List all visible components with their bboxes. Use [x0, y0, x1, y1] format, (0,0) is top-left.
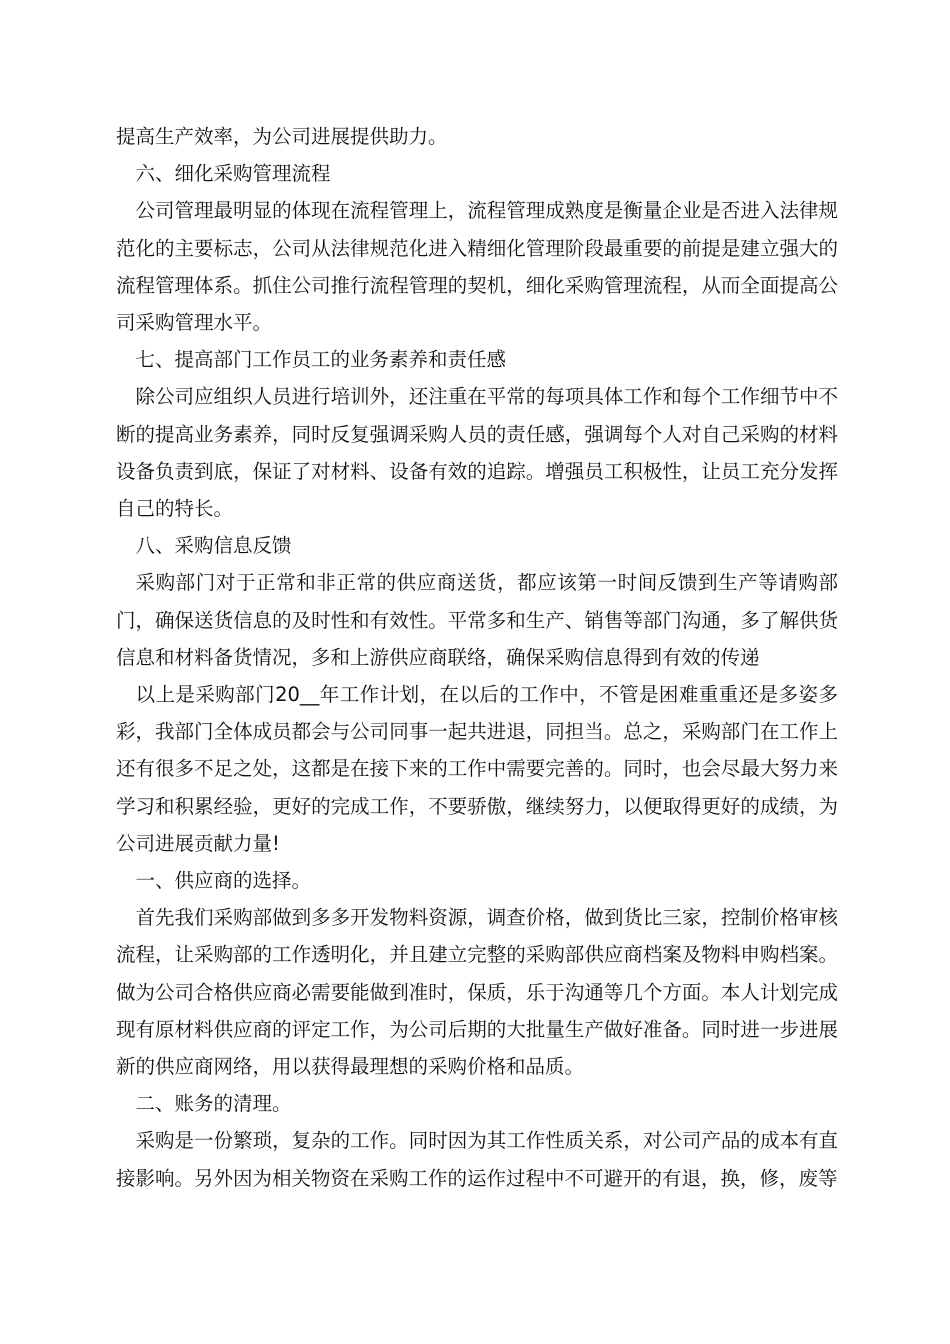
section-heading-7: 七、提高部门工作员工的业务素养和责任感	[135, 348, 507, 372]
paragraph: 首先我们采购部做到多多开发物料资源，调查价格，做到货比三家，控制价格审核流程，让采购部的工作透明化，并且建立完整的采购部供应商档案及物料申购档案。做为公司合格供应商必需要能做到准时，保质，乐于沟通等几个方面。本人计划完成现有原材料供应商的评定工作，为公司后期的大批量生产做好准备。同时进一步进展新的供应商网络，用以获得最理想的采购价格和品质。	[116, 906, 838, 1079]
paragraph: 除公司应组织人员进行培训外，还注重在平常的每项具体工作和每个工作细节中不断的提高业务素养，同时反复强调采购人员的责任感，强调每个人对自己采购的材料设备负责到底，保证了对材料、设备有效的追踪。增强员工积极性，让员工充分发挥自己的特长。	[116, 385, 838, 521]
section-heading-1: 一、供应商的选择。	[135, 869, 312, 893]
section-heading-8: 八、采购信息反馈	[135, 534, 292, 558]
document-body	[116, 118, 838, 1197]
paragraph-continuation: 提高生产效率，为公司进展提供助力。	[116, 125, 448, 148]
paragraph: 采购是一份繁琐，复杂的工作。同时因为其工作性质关系，对公司产品的成本有直接影响。另外因为相关物资在采购工作的运作过程中不可避开的有退，换，修，废等	[116, 1129, 838, 1190]
paragraph: 采购部门对于正常和非正常的供应商送货，都应该第一时间反馈到生产等请购部门，确保送货信息的及时性和有效性。平常多和生产、销售等部门沟通，多了解供货信息和材料备货情况，多和上游供应商联络，确保采购信息得到有效的传递	[116, 571, 838, 669]
section-heading-2: 二、账务的清理。	[135, 1092, 292, 1116]
paragraph-summary: 以上是采购部门20__年工作计划，在以后的工作中，不管是困难重重还是多姿多彩，我部门全体成员都会与公司同事一起共进退，同担当。总之，采购部门在工作上还有很多不足之处，这都是在接下来的工作中需要完善的。同时，也会尽最大努力来学习和积累经验，更好的完成工作，不要骄傲，继续努力，以便取得更好的成绩，为公司进展贡献力量!	[116, 683, 838, 855]
paragraph: 公司管理最明显的体现在流程管理上，流程管理成熟度是衡量企业是否进入法律规范化的主要标志，公司从法律规范化进入精细化管理阶段最重要的前提是建立强大的流程管理体系。抓住公司推行流程管理的契机，细化采购管理流程，从而全面提高公司采购管理水平。	[116, 199, 838, 335]
section-heading-6: 六、细化采购管理流程	[135, 162, 331, 186]
